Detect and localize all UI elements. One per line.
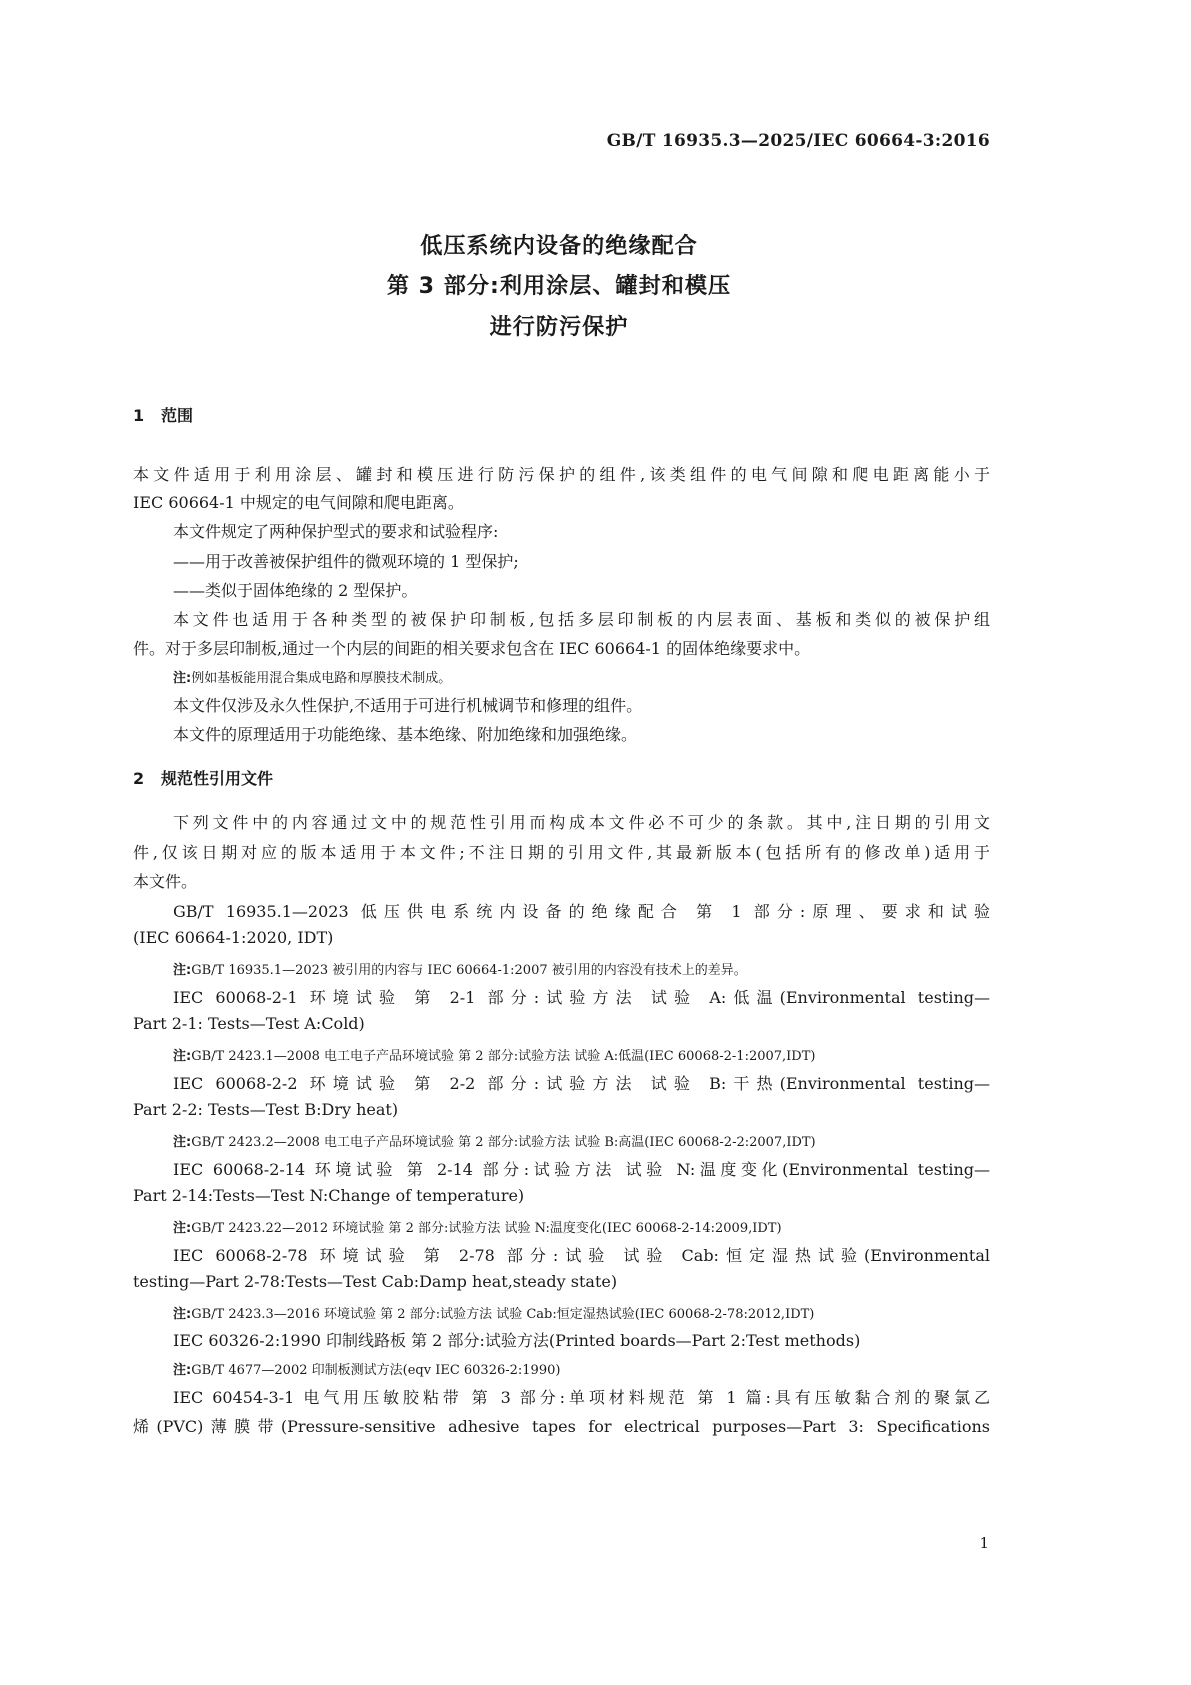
scope-paragraph-4: 本文件仅涉及永久性保护,不适用于可进行机械调节和修理的组件。 bbox=[173, 696, 643, 715]
section-2-heading bbox=[133, 766, 273, 789]
standard-code: GB/T 16935.3—2025/IEC 60664-3:2016 bbox=[606, 131, 990, 151]
scope-paragraph-1-line-2: IEC 60664-1 中规定的电气间隙和爬电距离。 bbox=[133, 493, 464, 512]
scope-note bbox=[173, 667, 451, 686]
note-text: 例如基板能用混合集成电路和厚膜技术制成。 bbox=[191, 671, 452, 686]
reference-note bbox=[173, 1303, 814, 1322]
note-label: 注: bbox=[173, 1307, 192, 1322]
note-label: 注: bbox=[173, 1049, 192, 1064]
section-1-heading bbox=[133, 403, 193, 426]
reference-entry-continued: Part 2-2: Tests—Test B:Dry heat) bbox=[133, 1100, 399, 1119]
section-number: 1 bbox=[133, 406, 145, 425]
scope-paragraph-5: 本文件的原理适用于功能绝缘、基本绝缘、附加绝缘和加强绝缘。 bbox=[173, 725, 638, 744]
note-label: 注: bbox=[173, 1135, 192, 1150]
title-line-1: 低压系统内设备的绝缘配合 bbox=[420, 233, 698, 259]
refs-intro-line-2: 件,仅该日期对应的版本适用于本文件;不注日期的引用文件,其最新版本(包括所有的修改单)适用于 bbox=[133, 843, 990, 862]
reference-entry: IEC 60326-2:1990 印制线路板 第 2 部分:试验方法(Printed boards—Part 2:Test methods) bbox=[173, 1331, 861, 1350]
scope-paragraph-2: 本文件规定了两种保护型式的要求和试验程序: bbox=[173, 522, 499, 541]
note-label: 注: bbox=[173, 1363, 192, 1378]
note-label: 注: bbox=[173, 963, 192, 978]
note-label: 注: bbox=[173, 1221, 192, 1236]
scope-paragraph-1-line-1: 本文件适用于利用涂层、罐封和模压进行防污保护的组件,该类组件的电气间隙和爬电距离能小于 bbox=[133, 465, 990, 484]
note-text: GB/T 2423.22—2012 环境试验 第 2 部分:试验方法 试验 N:温度变化(IEC 60068-2-14:2009,IDT) bbox=[191, 1221, 782, 1236]
reference-entry: IEC 60068-2-2 环境试验 第 2-2 部分:试验方法 试验 B:干热(Environmental testing— bbox=[173, 1074, 990, 1093]
reference-entry: IEC 60454-3-1 电气用压敏胶粘带 第 3 部分:单项材料规范 第 1 篇:具有压敏黏合剂的聚氯乙 bbox=[173, 1388, 990, 1407]
reference-note bbox=[173, 959, 747, 978]
reference-note bbox=[173, 1045, 815, 1064]
refs-intro-line-1: 下列文件中的内容通过文中的规范性引用而构成本文件必不可少的条款。其中,注日期的引用文 bbox=[173, 813, 990, 832]
reference-entry: IEC 60068-2-1 环境试验 第 2-1 部分:试验方法 试验 A:低温(Environmental testing— bbox=[173, 988, 990, 1007]
section-title: 范围 bbox=[161, 406, 194, 425]
reference-entry-continued: Part 2-1: Tests—Test A:Cold) bbox=[133, 1014, 365, 1033]
note-text: GB/T 2423.1—2008 电工电子产品环境试验 第 2 部分:试验方法 试验 A:低温(IEC 60068-2-1:2007,IDT) bbox=[191, 1049, 816, 1064]
section-title: 规范性引用文件 bbox=[161, 769, 274, 788]
title-line-2: 第 3 部分:利用涂层、罐封和模压 bbox=[386, 273, 732, 299]
refs-intro-line-3: 本文件。 bbox=[133, 872, 198, 891]
reference-entry-continued: Part 2-14:Tests—Test N:Change of temperature) bbox=[133, 1186, 525, 1205]
page-number: 1 bbox=[979, 1534, 989, 1552]
reference-entry: IEC 60068-2-78 环境试验 第 2-78 部分:试验 试验 Cab:恒定湿热试验(Environmental bbox=[173, 1246, 990, 1265]
title-line-3: 进行防污保护 bbox=[489, 314, 629, 340]
reference-entry-continued: testing—Part 2-78:Tests—Test Cab:Damp heat,steady state) bbox=[133, 1272, 618, 1291]
reference-entry: GB/T 16935.1—2023 低压供电系统内设备的绝缘配合 第 1 部分:原理、要求和试验 bbox=[173, 902, 990, 921]
note-text: GB/T 2423.2—2008 电工电子产品环境试验 第 2 部分:试验方法 试验 B:高温(IEC 60068-2-2:2007,IDT) bbox=[191, 1135, 816, 1150]
note-text: GB/T 4677—2002 印制板测试方法(eqv IEC 60326-2:1990) bbox=[191, 1363, 561, 1378]
note-text: GB/T 2423.3—2016 环境试验 第 2 部分:试验方法 试验 Cab:恒定湿热试验(IEC 60068-2-78:2012,IDT) bbox=[191, 1307, 815, 1322]
scope-list-item-1: ——用于改善被保护组件的微观环境的 1 型保护; bbox=[173, 552, 519, 571]
note-text: GB/T 16935.1—2023 被引用的内容与 IEC 60664-1:2007 被引用的内容没有技术上的差异。 bbox=[191, 963, 747, 978]
scope-list-item-2: ——类似于固体绝缘的 2 型保护。 bbox=[173, 581, 418, 600]
reference-note bbox=[173, 1217, 782, 1236]
reference-entry-continued: (IEC 60664-1:2020, IDT) bbox=[133, 928, 334, 947]
reference-entry-continued: 烯(PVC)薄膜带(Pressure-sensitive adhesive tapes for electrical purposes—Part 3: Specifications bbox=[133, 1417, 990, 1436]
scope-paragraph-3-line-1: 本文件也适用于各种类型的被保护印制板,包括多层印制板的内层表面、基板和类似的被保护组 bbox=[173, 610, 990, 629]
reference-note bbox=[173, 1131, 816, 1150]
note-label: 注: bbox=[173, 671, 192, 686]
section-number: 2 bbox=[133, 769, 145, 788]
scope-paragraph-3-line-2: 件。对于多层印制板,通过一个内层的间距的相关要求包含在 IEC 60664-1 的固体绝缘要求中。 bbox=[133, 639, 811, 658]
reference-note bbox=[173, 1359, 560, 1378]
reference-entry: IEC 60068-2-14 环境试验 第 2-14 部分:试验方法 试验 N:温度变化(Environmental testing— bbox=[173, 1160, 990, 1179]
